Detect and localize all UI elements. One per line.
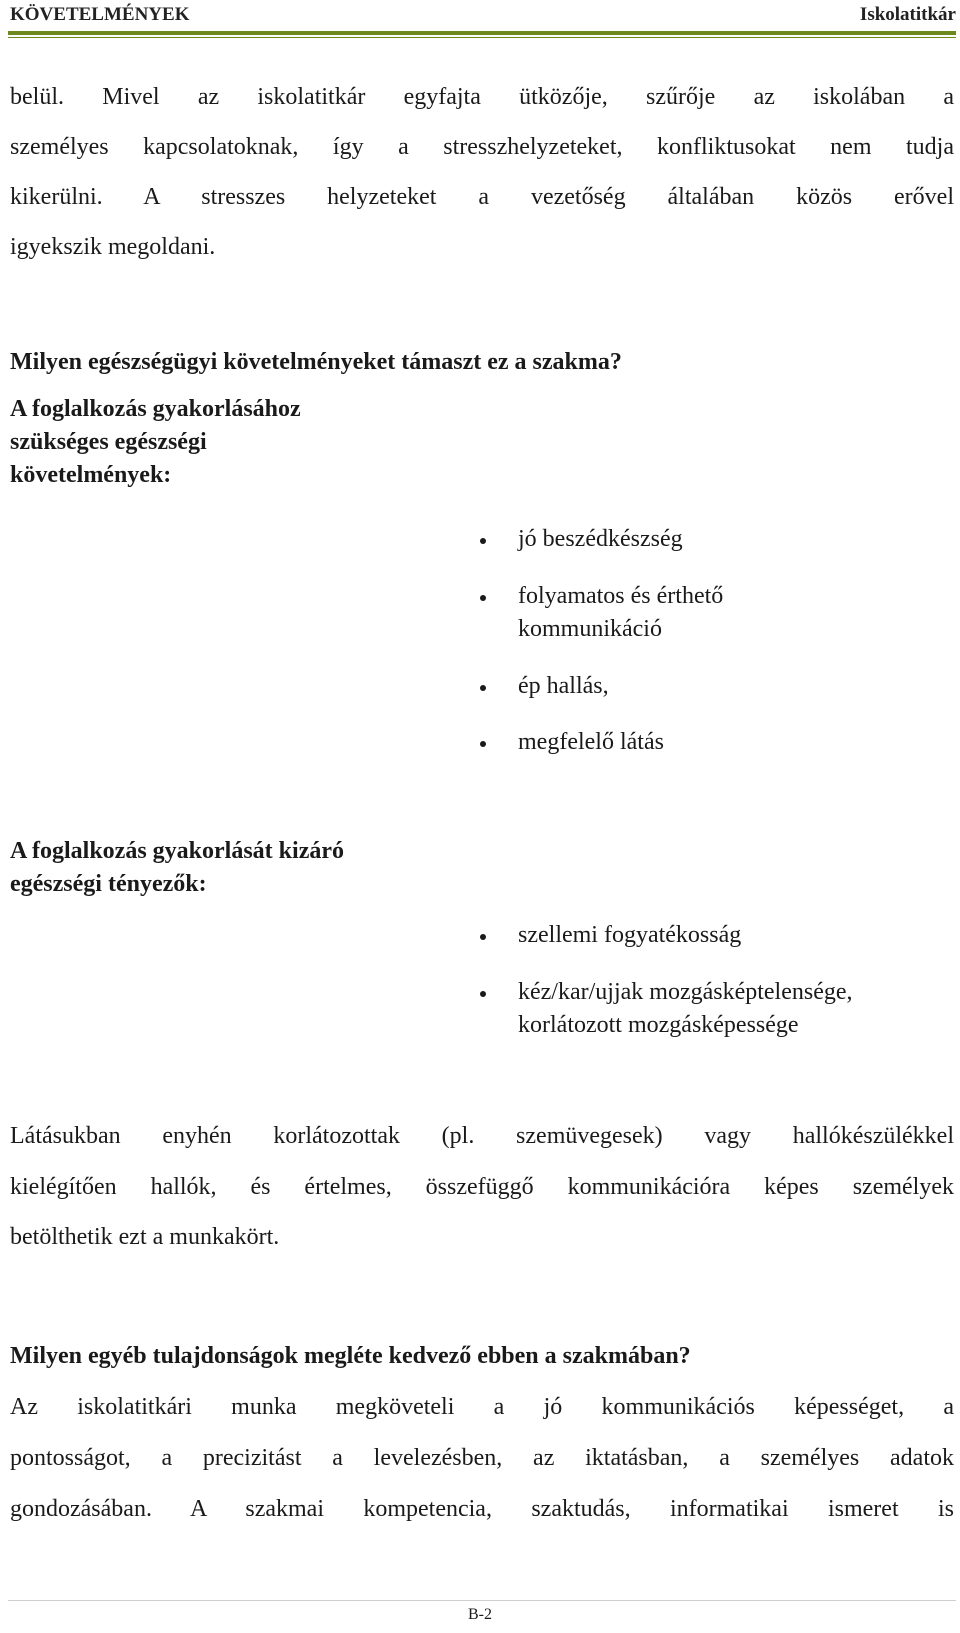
health-section-heading: Milyen egészségügyi követelményeket támaszt ez a szakma? [10,349,622,375]
intro-line: belül. Mivel az iskolatitkár egyfajta ütközője, szűrője az iskolában a [10,84,954,110]
header-section-title: KÖVETELMÉNYEK [10,4,190,25]
list-item-text: megfelelő látás [518,729,664,755]
note-line: kielégítően hallók, és értelmes, összefüggő kommunikációra képes személyek [10,1174,954,1200]
excluding-label [10,835,344,901]
other-line: Az iskolatitkári munka megköveteli a jó kommunikációs képességet, a [10,1394,954,1420]
list-item-text: szellemi fogyatékosság [518,922,742,948]
required-label-line: szükséges egészségi [10,429,207,455]
required-label-line: követelmények: [10,462,172,488]
header-rule-thick [8,31,956,35]
header-rule-thin [8,37,956,38]
running-header [10,4,956,28]
bullet-icon [480,595,486,601]
note-line: Látásukban enyhén korlátozottak (pl. szemüvegesek) vagy hallókészülékkel [10,1123,954,1149]
other-section-heading: Milyen egyéb tulajdonságok megléte kedvező ebben a szakmában? [10,1343,691,1369]
required-label-line: A foglalkozás gyakorlásához [10,396,301,422]
page-number: B-2 [468,1606,492,1623]
bullet-icon [480,538,486,544]
other-line: gondozásában. A szakmai kompetencia, szaktudás, informatikai ismeret is [10,1496,954,1522]
bullet-icon [480,741,486,747]
bullet-icon [480,685,486,691]
footer-rule [8,1600,956,1601]
list-item-text: kéz/kar/ujjak mozgásképtelensége, korlátozott mozgásképessége [518,979,853,1038]
other-line: pontosságot, a precizitást a levelezésben, az iktatásban, a személyes adatok [10,1445,954,1471]
required-label [10,393,301,492]
list-item-text: ép hallás, [518,673,609,699]
intro-line: személyes kapcsolatoknak, így a stresszhelyzeteket, konfliktusokat nem tudja [10,134,954,160]
excluding-label-line: egészségi tényezők: [10,871,207,897]
list-item-text: jó beszédkészség [518,526,683,552]
intro-line: igyekszik megoldani. [10,234,216,260]
list-item-text: folyamatos és érthető kommunikáció [518,583,724,642]
bullet-icon [480,991,486,997]
header-document-title: Iskolatitkár [859,4,956,25]
excluding-label-line: A foglalkozás gyakorlását kizáró [10,838,344,864]
note-line: betölthetik ezt a munkakört. [10,1224,280,1250]
bullet-icon [480,934,486,940]
intro-line: kikerülni. A stresszes helyzeteket a vezetőség általában közös erővel [10,184,954,210]
